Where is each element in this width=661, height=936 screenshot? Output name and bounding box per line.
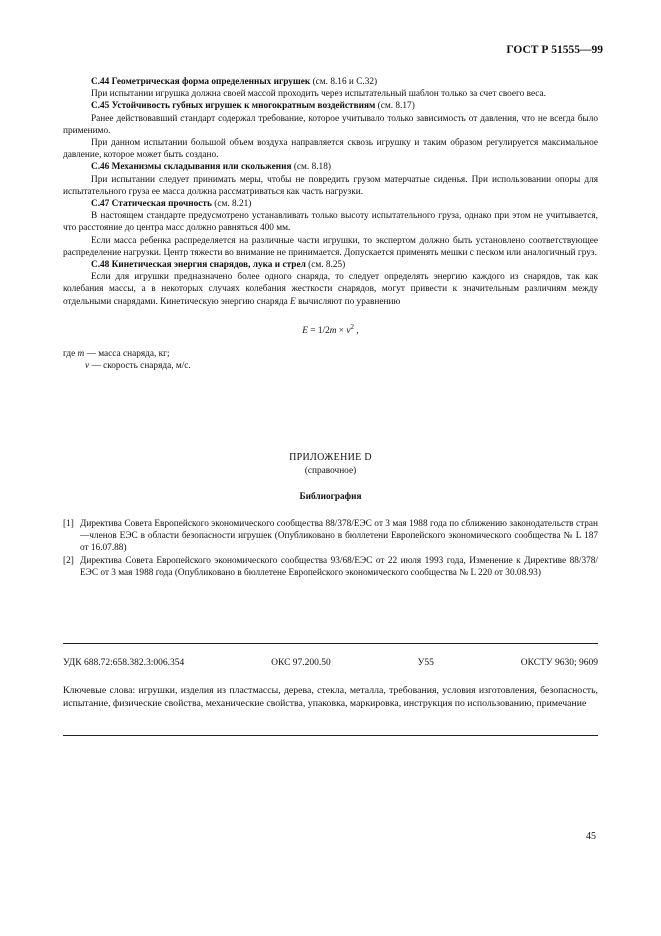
section-c48-heading	[63, 259, 598, 271]
section-ref: (см. 8.17)	[377, 101, 415, 112]
formula-end: ,	[354, 325, 359, 336]
bibliography-list	[63, 518, 598, 579]
where-v	[63, 360, 598, 372]
formula-times: ×	[336, 325, 347, 336]
paragraph: Ранее действовавший стандарт содержал требование, которое учитывало только зависимость от давления, что не всегда было применимо.	[63, 113, 598, 136]
keywords: Ключевые слова: игрушки, изделия из пластмассы, дерева, стекла, металла, требования, условия изготовления, безопасность, испытание, физические свойства, механические свойства, упаковка, маркировка, инструкция по использованию, примечание	[63, 685, 598, 709]
section-ref: (см. 8.21)	[214, 199, 252, 210]
section-c45-heading	[63, 100, 598, 112]
paragraph: В настоящем стандарте предусмотрено устанавливать только высоту испытательного груза, однако при этом не учитывается, что расстояние до центра масс должно равняться 400 мм.	[63, 211, 598, 234]
paragraph: При испытании игрушка должна своей массой проходить через испытательный шаблон только за счет своего веса.	[91, 89, 546, 100]
formula-mid: = 1/2	[307, 325, 330, 336]
appendix-title: ПРИЛОЖЕНИЕ D	[289, 452, 372, 463]
bibliography-title: Библиография	[299, 492, 362, 503]
top-divider	[63, 643, 598, 644]
paragraph: При данном испытании большой объем воздуха направляется сквозь игрушку и таким образом регулируется максимальное давление, которое может быть создано.	[63, 138, 598, 161]
reference-text: Директива Совета Европейского экономического сообщества 93/68/ЕЭС от 22 июля 1993 года, Изменение к Директиве 88/378/ЕЭС от 3 мая 1988 года (Опубликовано в бюллетене Европейского экономического сообщества № L 220 от 30.08.93)	[80, 555, 598, 578]
formula-lhs: E	[302, 325, 308, 336]
section-num: С.44	[91, 77, 110, 87]
section-ref: (см. 8.16 и С.32)	[312, 77, 378, 87]
reference-item	[63, 518, 598, 555]
section-num: С.47	[91, 199, 110, 210]
section-title: Устойчивость губных игрушек к многократным воздействиям	[111, 101, 376, 112]
section-title: Механизмы складывания или скольжения	[111, 162, 292, 173]
reference-number: [2]	[63, 555, 74, 566]
reference-item	[63, 555, 598, 579]
where-v-text: — скорость снаряда, м/с.	[89, 361, 191, 372]
formula-m: m	[329, 325, 337, 336]
appendix-heading	[63, 452, 598, 504]
reference-text: Директива Совета Европейского экономического сообщества 88/378/ЕЭС от 3 мая 1988 года по сближению законодательств стран—членов ЕЭС в области безопасности игрушек (Опубликовано в бюллетени Европейского экономического сообщества № L 187 от 16.07.88)	[80, 519, 598, 554]
section-ref: (см. 8.18)	[293, 162, 331, 173]
where-m-var: m	[77, 349, 85, 360]
classification-line	[63, 657, 598, 669]
section-num: С.46	[91, 162, 110, 173]
where-v-var: v	[85, 361, 90, 372]
appendix-subtitle: (справочное)	[304, 466, 357, 477]
section-c47-heading	[63, 198, 598, 210]
main-text	[63, 76, 598, 372]
section-c44-heading	[63, 76, 598, 88]
reference-number: [1]	[63, 519, 74, 529]
paragraph-tail: вычисляют по уравнению	[298, 296, 401, 307]
formula-v: v	[346, 325, 351, 336]
paragraph-text: Если для игрушки предназначено более одного снаряда, то следует определять энергию каждого из снарядов, так как колебания массы, а в некоторых случаях колебания жесткости снарядов, могут привести к значительным различиям между отдельными снарядами. Кинетическую энергию снаряда	[63, 272, 598, 307]
category-code: У55	[417, 658, 434, 668]
udk-code: УДК 688.72:658.382.3:006.354	[63, 658, 185, 668]
section-c46-heading	[63, 161, 598, 173]
oks-code: ОКС 97.200.50	[271, 658, 331, 668]
section-title: Статическая прочность	[111, 199, 212, 210]
section-title: Кинетическая энергия снарядов, лука и стрел	[111, 260, 306, 271]
where-m-text: — масса снаряда, кг;	[84, 349, 170, 360]
bottom-divider	[63, 735, 598, 736]
paragraph: При испытании следует принимать меры, чтобы не повредить грузом матерчатые сиденья. При использовании опоры для испытательного груза ее масса должна рассматриваться как часть нагрузки.	[63, 174, 598, 197]
section-num: С.48	[91, 260, 110, 271]
page-number: 45	[586, 831, 596, 842]
paragraph: Если масса ребенка распределяется на различные части игрушки, то экспертом должно быть установлено соответствующее распределение нагрузки. Центр тяжести во внимание не принимается. Допускается применять мешки с песком или аналогичный груз.	[63, 235, 598, 258]
where-prefix: где	[63, 349, 76, 360]
where-m	[63, 348, 598, 360]
formula-exponent: 2	[350, 322, 355, 331]
okstu-code: ОКСТУ 9630; 9609	[520, 658, 598, 668]
section-ref: (см. 8.25)	[308, 260, 346, 271]
standard-id: ГОСТ Р 51555—99	[506, 44, 603, 56]
variable-e: E	[290, 296, 296, 307]
section-title: Геометрическая форма определенных игрушек	[111, 77, 311, 87]
kinetic-energy-formula	[63, 321, 598, 337]
paragraph	[63, 271, 598, 308]
section-num: С.45	[91, 101, 110, 112]
